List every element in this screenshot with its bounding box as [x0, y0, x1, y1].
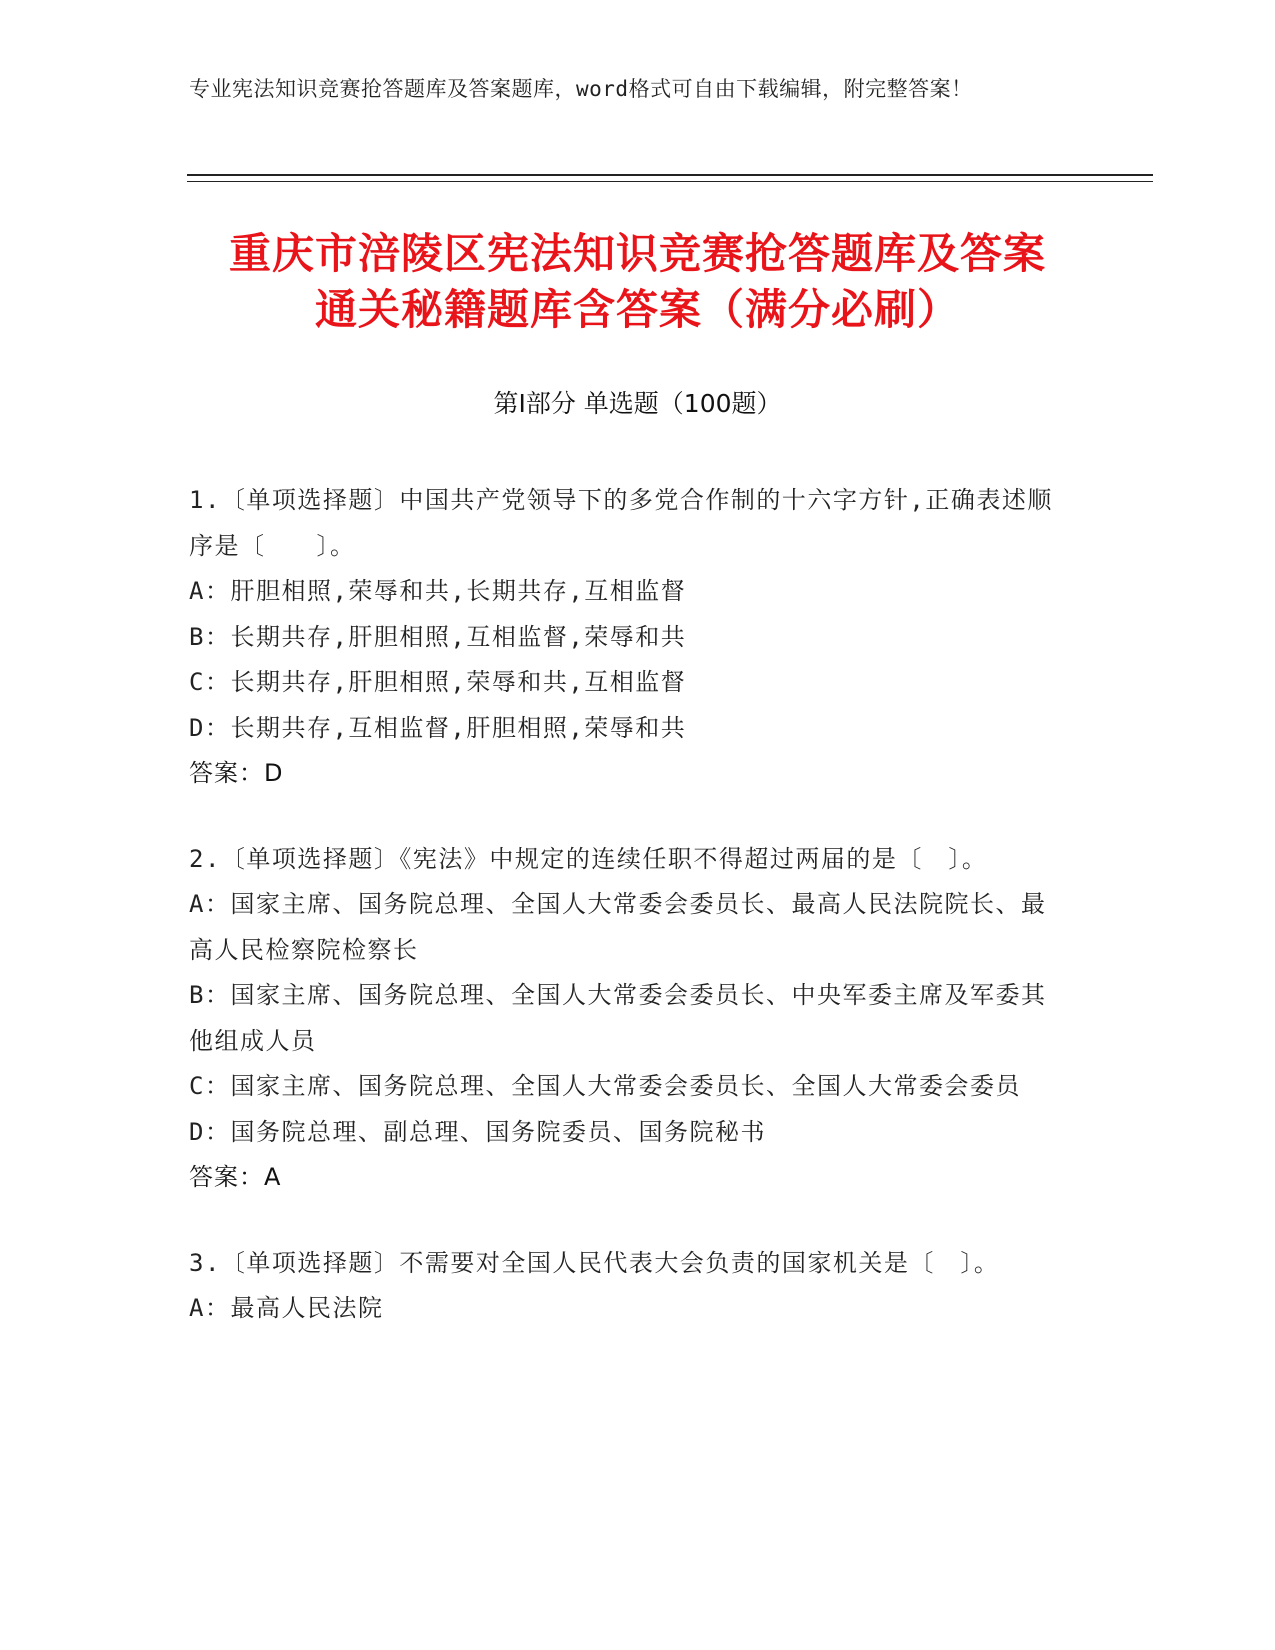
- question-1-option-a: A：肝胆相照,荣辱和共,长期共存,互相监督: [189, 577, 687, 605]
- document-title: [120, 226, 1155, 338]
- question-3: [189, 1241, 1069, 1332]
- question-2-option-a: A：国家主席、国务院总理、全国人大常委会委员长、最高人民法院院长、最高人民检察院检察长: [189, 890, 1047, 964]
- question-list: [189, 478, 1069, 1372]
- header-note: 专业宪法知识竞赛抢答题库及答案题库，word格式可自由下载编辑，附完整答案！: [189, 77, 973, 101]
- section-heading: 第Ⅰ部分 单选题（100题）: [493, 389, 782, 418]
- question-1-option-b: B：长期共存,肝胆相照,互相监督,荣辱和共: [189, 622, 687, 651]
- question-3-text: 3.〔单项选择题〕不需要对全国人民代表大会负责的国家机关是〔 〕。: [189, 1248, 1000, 1277]
- document-title-line-1: 重庆市涪陵区宪法知识竞赛抢答题库及答案: [228, 229, 1046, 278]
- document-title-line-2: 通关秘籍题库含答案（满分必刷）: [314, 285, 960, 334]
- question-1-answer: 答案：D: [189, 759, 284, 787]
- question-2: [189, 837, 1069, 1201]
- question-3-option-a: A：最高人民法院: [189, 1294, 384, 1322]
- question-1: [189, 478, 1069, 797]
- question-1-option-d: D：长期共存,互相监督,肝胆相照,荣辱和共: [189, 713, 687, 742]
- question-1-text: 1.〔单项选择题〕中国共产党领导下的多党合作制的十六字方针,正确表述顺序是〔 〕。: [189, 486, 1053, 560]
- question-2-answer: 答案：A: [189, 1163, 282, 1191]
- question-2-option-d: D：国务院总理、副总理、国务院委员、国务院秘书: [189, 1117, 766, 1146]
- header-divider-thin: [187, 181, 1153, 182]
- question-1-option-c: C：长期共存,肝胆相照,荣辱和共,互相监督: [189, 668, 687, 696]
- question-2-option-b: B：国家主席、国务院总理、全国人大常委会委员长、中央军委主席及军委其他组成人员: [189, 981, 1047, 1055]
- header-divider-thick: [187, 174, 1153, 176]
- question-2-option-c: C：国家主席、国务院总理、全国人大常委会委员长、全国人大常委会委员: [189, 1072, 1021, 1100]
- question-2-text: 2.〔单项选择题〕《宪法》中规定的连续任职不得超过两届的是〔 〕。: [189, 844, 988, 873]
